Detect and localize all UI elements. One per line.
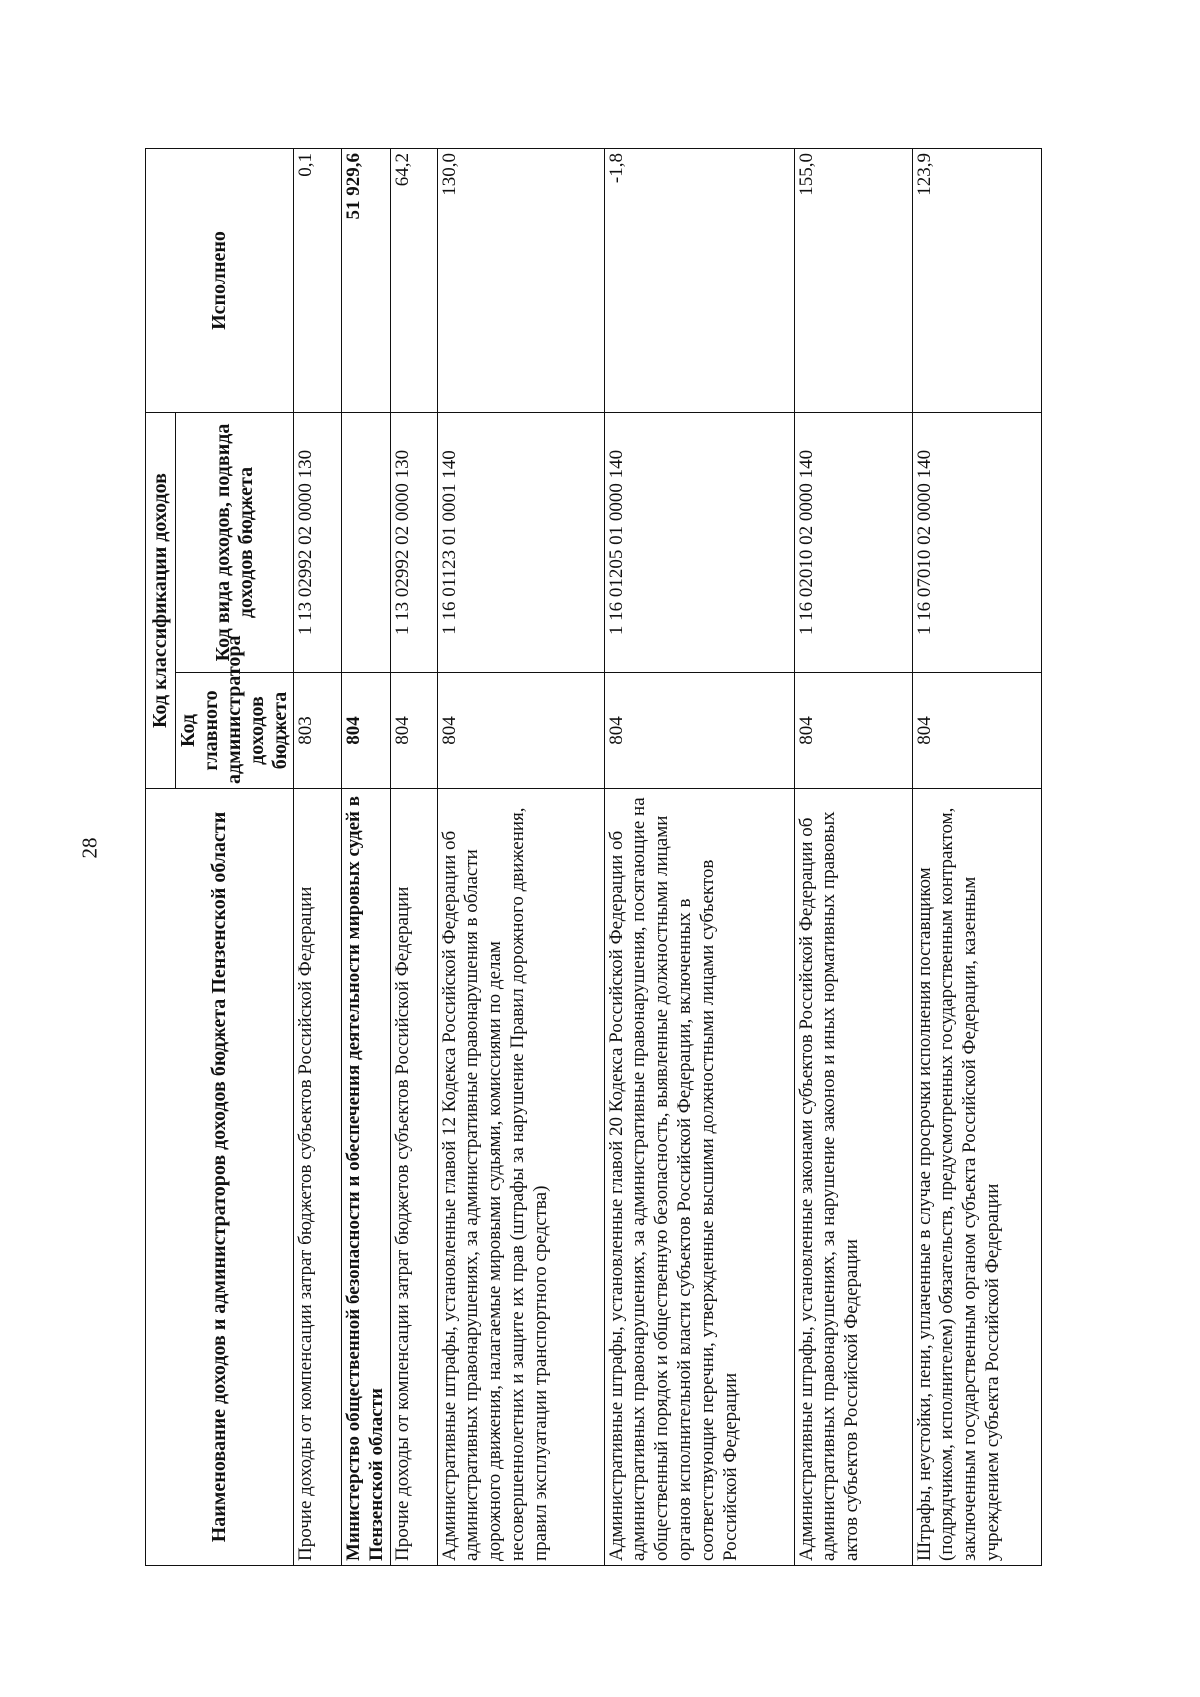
- page-number: 28: [77, 837, 102, 859]
- row-executed: -1,8: [604, 148, 794, 412]
- table-row-ministry: [342, 148, 391, 1565]
- header-income-code: Код вида доходов, подвида доходов бюджета: [176, 412, 294, 672]
- row-executed: 155,0: [794, 148, 912, 412]
- row-executed: 130,0: [437, 148, 604, 412]
- table-row: [912, 148, 1041, 1565]
- row-executed: 51 929,6: [342, 148, 391, 412]
- row-admin-code: 804: [912, 673, 1041, 789]
- row-admin-code: 803: [294, 673, 342, 789]
- row-admin-code: 804: [342, 673, 391, 789]
- header-executed: Исполнено: [146, 148, 294, 412]
- row-admin-code: 804: [390, 673, 437, 789]
- row-executed: 123,9: [912, 148, 1041, 412]
- table-row: [390, 148, 437, 1565]
- table-row: [437, 148, 604, 1565]
- row-executed: 64,2: [390, 148, 437, 412]
- row-income-code: 1 16 01123 01 0001 140: [437, 412, 604, 672]
- row-income-code: 1 16 07010 02 0000 140: [912, 412, 1041, 672]
- row-name: Прочие доходы от компенсации затрат бюджетов субъектов Российской Федерации: [390, 789, 437, 1566]
- row-name: Административные штрафы, установленные законами субъектов Российской Федерации об административных правонарушениях, за нарушение законов и иных нормативных правовых актов субъектов Российской Федерации: [794, 789, 912, 1566]
- table-row: [794, 148, 912, 1565]
- row-income-code: [342, 412, 391, 672]
- row-name: Административные штрафы, установленные главой 12 Кодекса Российской Федерации об административных правонарушениях, за административные правонарушения в области дорожного движения, налагаемые мировыми судьями, комиссиями по делам несовершеннолетних и защите их прав (штрафы за нарушение Правил дорожного движения, правил эксплуатации транспортного средства): [437, 789, 604, 1566]
- table-row: [294, 148, 342, 1565]
- row-name: Министерство общественной безопасности и обеспечения деятельности мировых судей в Пензенской области: [342, 789, 391, 1566]
- row-income-code: 1 16 01205 01 0000 140: [604, 412, 794, 672]
- row-name: Административные штрафы, установленные главой 20 Кодекса Российской Федерации об административных правонарушениях, за административные правонарушения, посягающие на общественный порядок и общественную безопасность, выявленные должностными лицами органов исполнительной власти субъектов Российской Федерации, включенных в соответствующие перечни, утвержденные высшими должностными лицами субъектов Российской Федерации: [604, 789, 794, 1566]
- row-admin-code: 804: [604, 673, 794, 789]
- row-income-code: 1 16 02010 02 0000 140: [794, 412, 912, 672]
- header-admin-code: Код главного администратора доходов бюджета: [176, 673, 294, 789]
- row-name: Штрафы, неустойки, пени, уплаченные в случае просрочки исполнения поставщиком (подрядчиком, исполнителем) обязательств, предусмотренных государственным контрактом, заключенным государственным органом субъекта Российской Федерации, казенным учреждением субъекта Российской Федерации: [912, 789, 1041, 1566]
- row-income-code: 1 13 02992 02 0000 130: [390, 412, 437, 672]
- budget-income-table: [145, 148, 1042, 1566]
- row-admin-code: 804: [794, 673, 912, 789]
- table-row: [604, 148, 794, 1565]
- rotated-table-container: [145, 149, 1003, 1566]
- row-admin-code: 804: [437, 673, 604, 789]
- header-classification-group: Код классификации доходов: [146, 412, 176, 788]
- row-income-code: 1 13 02992 02 0000 130: [294, 412, 342, 672]
- row-name: Прочие доходы от компенсации затрат бюджетов субъектов Российской Федерации: [294, 789, 342, 1566]
- table-header-row: [146, 148, 176, 1565]
- row-executed: 0,1: [294, 148, 342, 412]
- header-name: Наименование доходов и администраторов доходов бюджета Пензенской области: [146, 789, 294, 1566]
